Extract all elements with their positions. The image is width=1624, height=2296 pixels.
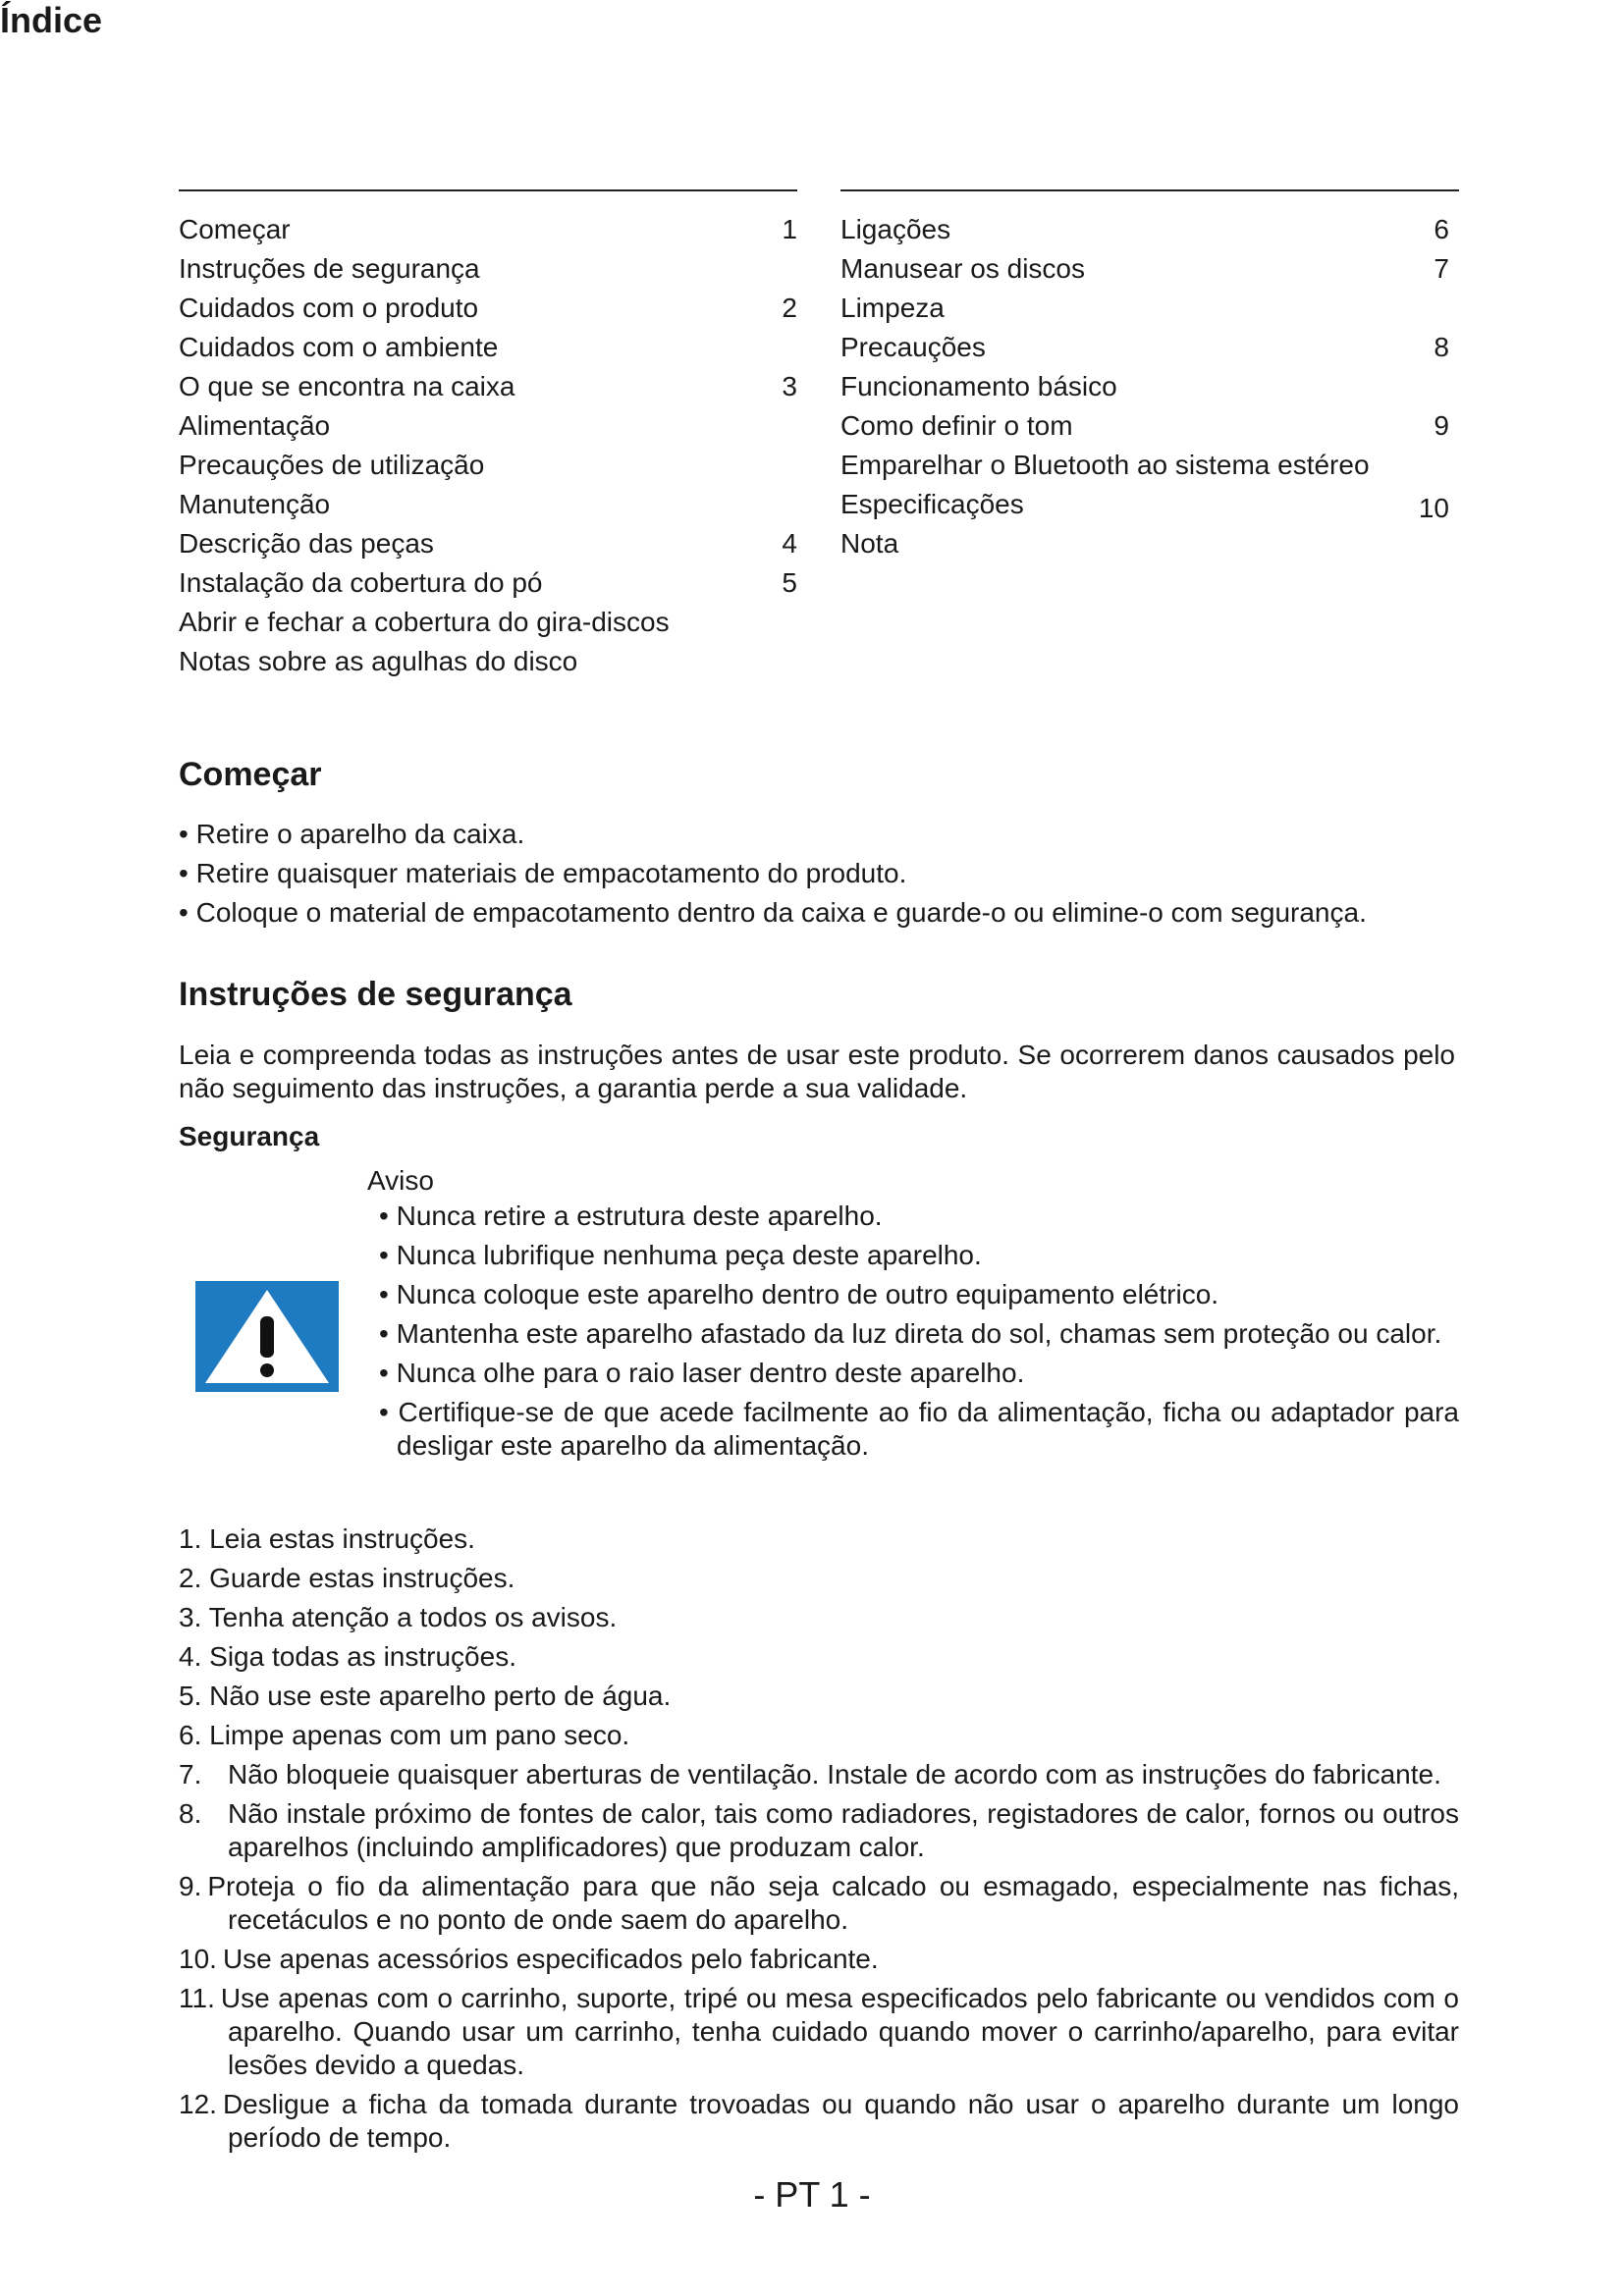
index-entry [840, 446, 1459, 485]
item-text: Siga todas as instruções. [209, 1641, 516, 1672]
index-entry-label: Manutenção [179, 489, 331, 519]
list-item [179, 1719, 1459, 1752]
item-text: Desligue a ficha da tomada durante trovoadas ou quando não usar o aparelho durante um longo período de tempo. [222, 2089, 1459, 2153]
list-item: • Nunca retire a estrutura deste aparelho. [367, 1200, 1459, 1233]
index-entry [179, 563, 807, 603]
item-text: Não bloqueie quaisquer aberturas de ventilação. Instale de acordo com as instruções do fabricante. [228, 1759, 1441, 1789]
list-item: • Coloque o material de empacotamento dentro da caixa e guarde-o ou elimine-o com segurança. [179, 893, 1367, 933]
index-entry-label: Instruções de segurança [179, 253, 480, 284]
index-list-left [179, 210, 807, 681]
index-entry-label: Alimentação [179, 410, 331, 441]
item-number: 8. [179, 1798, 202, 1829]
index-entry-label: Começar [179, 214, 291, 244]
index-entry-label: Limpeza [840, 293, 945, 323]
start-title: Começar [179, 756, 322, 793]
index-rule-right [840, 189, 1459, 191]
index-entry-page: 6 [1434, 214, 1449, 244]
index-entry [179, 367, 807, 406]
index-entry [179, 406, 807, 446]
index-entry-label: Especificações [840, 489, 1024, 519]
index-entry-label: Emparelhar o Bluetooth ao sistema estéreo [840, 450, 1370, 480]
index-entry [840, 406, 1459, 446]
item-number: 9. [179, 1871, 202, 1901]
index-entry-label: Cuidados com o produto [179, 293, 479, 323]
item-text: Use apenas com o carrinho, suporte, tripé ou mesa especificados pelo fabricante ou vendidos com o aparelho. Quando usar um carrinho, tenha cuidado quando mover o carrinho/aparelho, para evitar lesões devido a quedas. [220, 1983, 1459, 2080]
page-number: - PT 1 - [753, 2174, 871, 2215]
index-list-right [840, 210, 1459, 563]
item-text: Limpe apenas com um pano seco. [209, 1720, 630, 1750]
list-item [179, 1680, 1459, 1713]
list-item: • Mantenha este aparelho afastado da luz direta do sol, chamas sem proteção ou calor. [367, 1317, 1459, 1351]
index-entry-page: 5 [782, 567, 797, 598]
list-item [179, 1758, 1459, 1791]
index-entry [179, 446, 807, 485]
list-item [179, 1943, 1459, 1976]
list-item [179, 1870, 1459, 1937]
index-entry-label: Precauções [840, 332, 986, 362]
list-item [179, 1640, 1459, 1674]
list-item [179, 1601, 1459, 1634]
index-entry-label: Funcionamento básico [840, 371, 1117, 401]
index-entry [179, 328, 807, 367]
index-entry-page: 1 [782, 214, 797, 244]
index-entry [179, 210, 807, 249]
item-number: 6. [179, 1720, 202, 1750]
index-entry [840, 524, 1459, 563]
index-entry-page: 8 [1434, 332, 1449, 362]
start-bullets [179, 815, 1367, 933]
item-text: Proteja o fio da alimentação para que não seja calcado ou esmagado, especialmente nas fichas, recetáculos e no ponto de onde saem do aparelho. [207, 1871, 1459, 1935]
index-entry-label: Instalação da cobertura do pó [179, 567, 543, 598]
index-entry [840, 485, 1459, 524]
item-number: 3. [179, 1602, 202, 1632]
index-entry-label: Manusear os discos [840, 253, 1086, 284]
index-entry-label: Como definir o tom [840, 410, 1073, 441]
index-entry [179, 485, 807, 524]
index-entry-page: 4 [782, 528, 797, 559]
safety-subtitle: Segurança [179, 1121, 320, 1151]
list-item [179, 2088, 1459, 2155]
index-entry [179, 524, 807, 563]
index-entry-page: 10 [1418, 493, 1449, 523]
list-item [179, 1982, 1459, 2082]
list-item [179, 1522, 1459, 1556]
item-number: 1. [179, 1523, 202, 1554]
index-entry-page: 2 [782, 293, 797, 323]
index-entry [840, 328, 1459, 367]
index-entry-page: 9 [1434, 410, 1449, 441]
item-text: Leia estas instruções. [209, 1523, 475, 1554]
item-number: 4. [179, 1641, 202, 1672]
item-number: 2. [179, 1563, 202, 1593]
list-item [179, 1562, 1459, 1595]
index-title: Índice [0, 0, 103, 40]
index-entry-page: 3 [782, 371, 797, 401]
index-entry [179, 249, 807, 289]
index-entry-label: O que se encontra na caixa [179, 371, 515, 401]
item-text: Não instale próximo de fontes de calor, tais como radiadores, registadores de calor, fornos ou outros aparelhos (incluindo amplificadores) que produzam calor. [228, 1798, 1459, 1862]
warning-triangle-icon [195, 1281, 339, 1392]
safety-title: Instruções de segurança [179, 976, 572, 1013]
list-item [179, 1797, 1459, 1864]
item-text: Não use este aparelho perto de água. [209, 1681, 672, 1711]
index-entry [840, 289, 1459, 328]
index-entry-label: Nota [840, 528, 899, 559]
index-entry [179, 289, 807, 328]
index-rule-left [179, 189, 797, 191]
item-text: Guarde estas instruções. [209, 1563, 515, 1593]
item-number: 12. [179, 2089, 217, 2119]
list-item: • Nunca olhe para o raio laser dentro deste aparelho. [367, 1357, 1459, 1390]
index-entry-label: Cuidados com o ambiente [179, 332, 499, 362]
item-number: 11. [179, 1983, 215, 2013]
item-number: 7. [179, 1759, 202, 1789]
index-entry [840, 367, 1459, 406]
item-text: Use apenas acessórios especificados pelo fabricante. [222, 1944, 879, 1974]
warning-title: Aviso [367, 1165, 434, 1196]
item-number: 10. [179, 1944, 217, 1974]
list-item: • Retire quaisquer materiais de empacotamento do produto. [179, 854, 1367, 893]
warning-list [367, 1200, 1459, 1468]
list-item: • Certifique-se de que acede facilmente ao fio da alimentação, ficha ou adaptador para desligar este aparelho da alimentação. [367, 1396, 1459, 1463]
index-entry [840, 249, 1459, 289]
index-entry-label: Precauções de utilização [179, 450, 485, 480]
index-entry-label: Abrir e fechar a cobertura do gira-discos Notas sobre as agulhas do disco [179, 607, 670, 676]
list-item: • Nunca lubrifique nenhuma peça deste aparelho. [367, 1239, 1459, 1272]
index-entry-page: 7 [1434, 253, 1449, 284]
index-entry [179, 603, 709, 681]
safety-intro: Leia e compreenda todas as instruções antes de usar este produto. Se ocorrerem danos causados pelo não seguimento das instruções, a garantia perde a sua validade. [179, 1040, 1455, 1103]
item-number: 5. [179, 1681, 202, 1711]
list-item: • Nunca coloque este aparelho dentro de outro equipamento elétrico. [367, 1278, 1459, 1311]
index-entry [840, 210, 1459, 249]
list-item: • Retire o aparelho da caixa. [179, 815, 1367, 854]
item-text: Tenha atenção a todos os avisos. [208, 1602, 618, 1632]
safety-numbered-list [179, 1522, 1459, 2161]
index-entry-label: Descrição das peças [179, 528, 434, 559]
index-entry-label: Ligações [840, 214, 951, 244]
